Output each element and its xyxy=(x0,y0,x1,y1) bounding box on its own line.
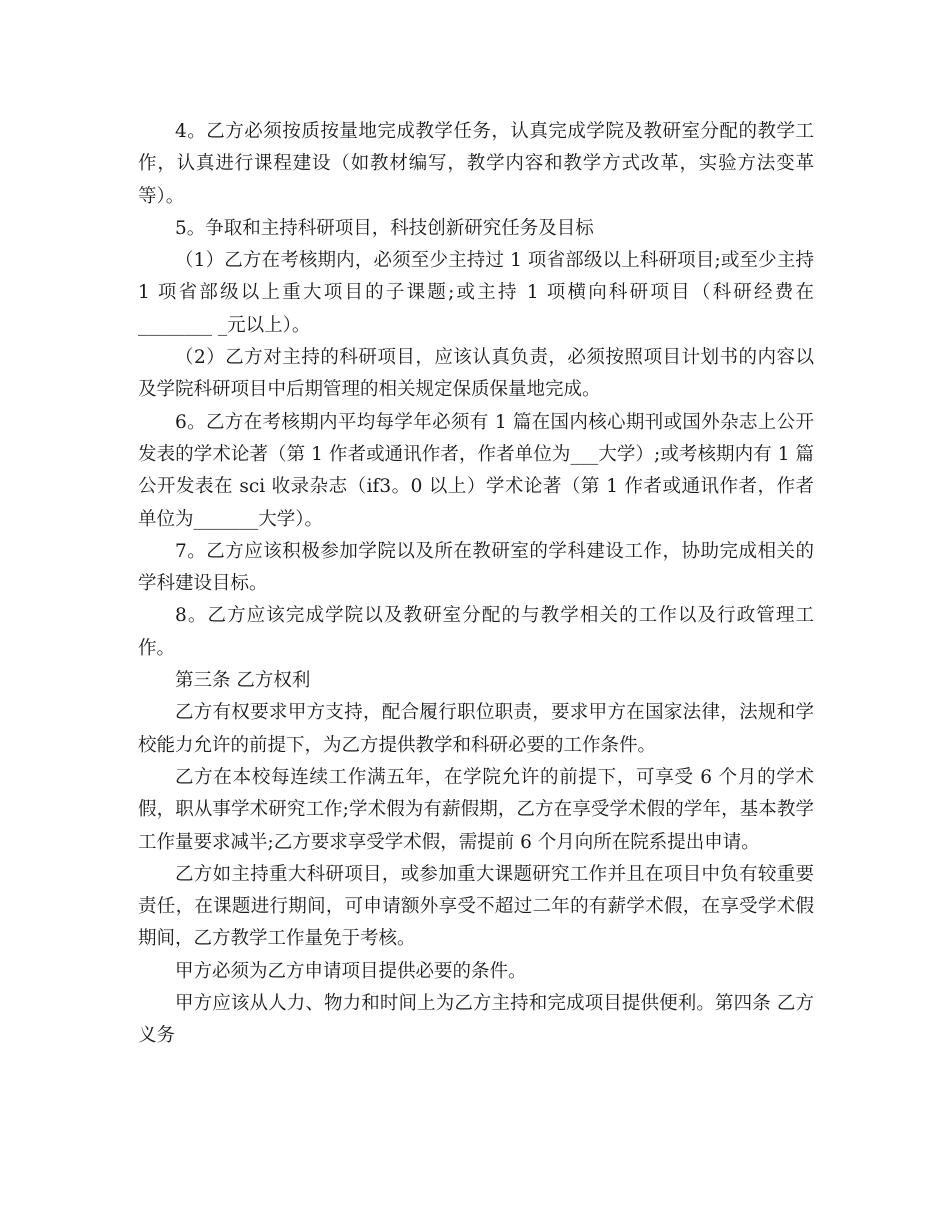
document-body xyxy=(138,116,820,1053)
paragraph-right-extra-leave: 乙方如主持重大科研项目，或参加重大课题研究工作并且在项目中负有较重要责任，在课题进行期间，可申请额外享受不超过二年的有薪学术假，在享受学术假期间，乙方教学工作量免于考核。 xyxy=(138,863,814,950)
article-3-heading: 第三条 乙方权利 xyxy=(175,670,311,692)
paragraph-research-heading: 5。争取和主持科研项目，科技创新研究任务及目标 xyxy=(175,217,594,239)
paragraph-party-a-conditions: 甲方必须为乙方申请项目提供必要的条件。 xyxy=(175,960,527,982)
paragraph-research-item-1: （1）乙方在考核期内，必须至少主持过 1 项省部级以上科研项目;或至少主持 1 项省部级以上重大项目的子课题;或主持 1 项横向科研项目（科研经费在________ _元以上）。 xyxy=(138,250,820,336)
paragraph-teaching-duty: 4。乙方必须按质按量地完成教学任务，认真完成学院及教研室分配的教学工作，认真进行课程建设（如教材编写，教学内容和教学方式改革，实验方法变革等）。 xyxy=(138,121,814,207)
paragraph-discipline-building: 7。乙方应该积极参加学院以及所在教研室的学科建设工作，协助完成相关的学科建设目标。 xyxy=(138,540,814,595)
paragraph-admin-work: 8。乙方应该完成学院以及教研室分配的与教学相关的工作以及行政管理工作。 xyxy=(138,605,814,659)
paragraph-research-item-2: （2）乙方对主持的科研项目，应该认真负责，必须按照项目计划书的内容以及学院科研项目中后期管理的相关规定保质保量地完成。 xyxy=(138,347,814,401)
paragraph-right-support: 乙方有权要求甲方支持，配合履行职位职责，要求甲方在国家法律，法规和学校能力允许的前提下，为乙方提供教学和科研必要的工作条件。 xyxy=(138,702,814,756)
paragraph-party-a-convenience: 甲方应该从人力、物力和时间上为乙方主持和完成项目提供便利。第四条 乙方义务 xyxy=(138,993,814,1047)
paragraph-publication-duty: 6。乙方在考核期内平均每学年必须有 1 篇在国内核心期刊或国外杂志上公开发表的学术论著（第 1 作者或通讯作者，作者单位为___大学）;或考核期内有 1 篇公开发表在 sci 收录杂志（if3。0 以上）学术论著（第 1 作者或通讯作者，作者单位为_______大学）。 xyxy=(138,411,814,530)
paragraph-right-sabbatical: 乙方在本校每连续工作满五年，在学院允许的前提下，可享受 6 个月的学术假，职从事学术研究工作;学术假为有薪假期，乙方在享受学术假的学年，基本教学工作量要求减半;乙方要求享受学术假，需提前 6 个月向所在院系提出申请。 xyxy=(138,766,814,853)
